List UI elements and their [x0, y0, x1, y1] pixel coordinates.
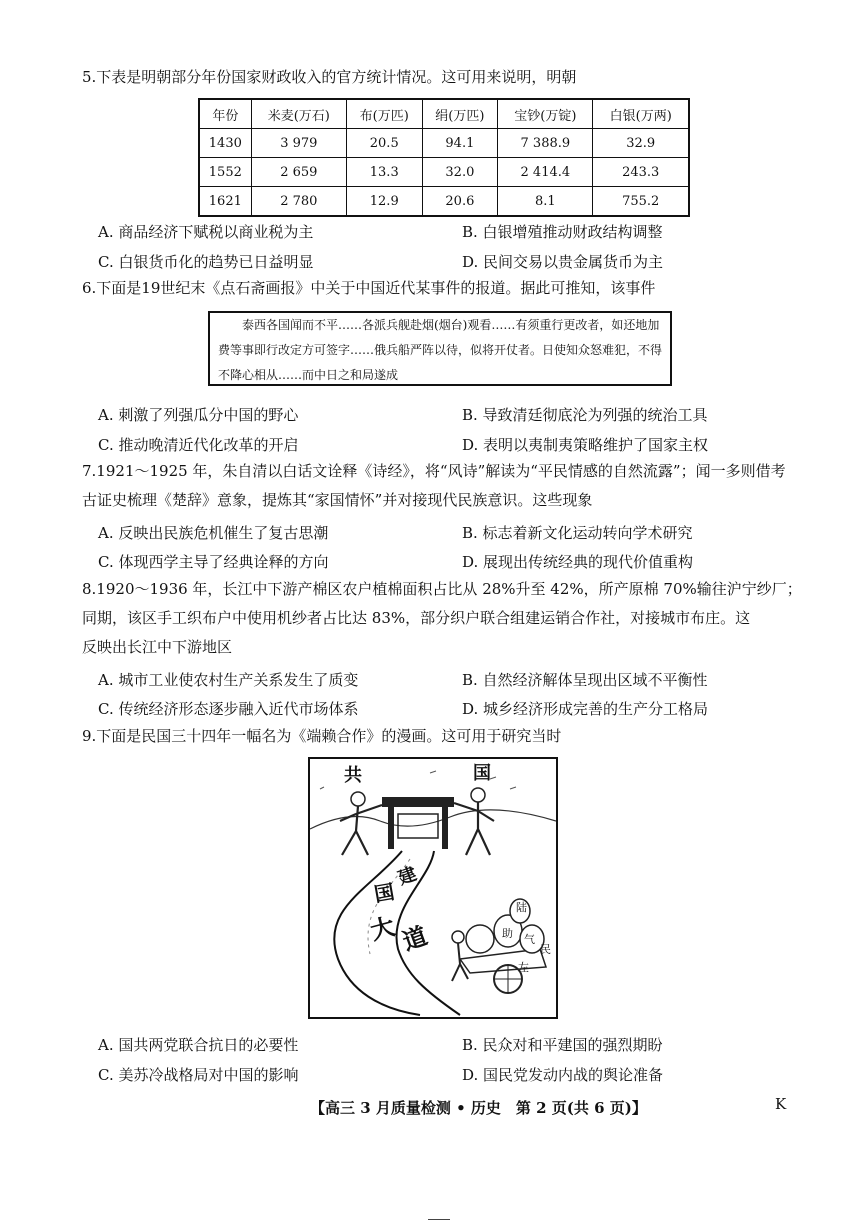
q8-option-d[interactable]: D. 城乡经济形成完善的生产分工格局 [462, 700, 709, 718]
table-cell: 8.1 [498, 187, 593, 217]
table-cell: 32.9 [593, 129, 689, 158]
table-cell: 243.3 [593, 158, 689, 187]
table-cell: 2 659 [251, 158, 346, 187]
road-char-3: 道 [398, 920, 431, 957]
q5-option-b[interactable]: B. 白银增殖推动财政结构调整 [462, 223, 663, 241]
table-cell: 20.6 [422, 187, 498, 217]
q9-option-b[interactable]: B. 民众对和平建国的强烈期盼 [462, 1036, 663, 1054]
sack-char-5: 左 [518, 961, 529, 974]
q6-stem: 6.下面是19世纪末《点石斋画报》中关于中国近代某事件的报道。据此可推知，该事件 [82, 279, 656, 297]
q8-stem-line1: 8.1920～1936 年，长江中下游产棉区农户植棉面积占比从 28%升至 42%，所产原棉 70%输往沪宁纱厂； [82, 580, 802, 598]
q9-option-c[interactable]: C. 美苏冷战格局对中国的影响 [98, 1066, 299, 1084]
bottom-divider [428, 1219, 450, 1220]
cartoon-drawing [310, 759, 556, 1017]
q8-stem-line3: 反映出长江中下游地区 [82, 638, 233, 656]
q5-option-a[interactable]: A. 商品经济下赋税以商业税为主 [98, 223, 314, 241]
table-row [199, 158, 689, 187]
q9-option-a[interactable]: A. 国共两党联合抗日的必要性 [98, 1036, 299, 1054]
q8-stem-line2: 同期，该区手工织布户中使用机纱者占比达 83%，部分织户联合组建运销合作社，对接城市布庄。这 [82, 609, 751, 627]
q9-stem: 9.下面是民国三十四年一幅名为《端赖合作》的漫画。这可用于研究当时 [82, 727, 562, 745]
q5-table [198, 98, 690, 217]
table-row [199, 187, 689, 217]
table-header-cell: 年份 [199, 99, 251, 129]
table-row [199, 129, 689, 158]
table-header-row [199, 99, 689, 129]
q7-option-a[interactable]: A. 反映出民族危机催生了复古思潮 [98, 524, 329, 542]
sack-char-2: 气 [524, 933, 535, 946]
q6-quote-box: 泰西各国闻而不平……各派兵舰赴烟(烟台)观看……有须重行更改者，如还地加费等事即行改定方可签字……俄兵船严阵以待，似将开仗者。日使知众怒难犯，不得不降心相从……而中日之和局遂成 [208, 311, 672, 386]
table-cell: 2 414.4 [498, 158, 593, 187]
q9-option-d[interactable]: D. 国民党发动内战的舆论准备 [462, 1066, 664, 1084]
q7-option-d[interactable]: D. 展现出传统经典的现代价值重构 [462, 553, 694, 571]
table-cell: 1621 [199, 187, 251, 217]
q7-stem-line2: 古证史梳理《楚辞》意象，提炼其“家国情怀”并对接现代民族意识。这些现象 [82, 491, 593, 509]
table-cell: 13.3 [346, 158, 422, 187]
road-char-4: 建 [395, 863, 420, 890]
cartoon-label-left: 共 [344, 765, 362, 786]
q6-option-c[interactable]: C. 推动晚清近代化改革的开启 [98, 436, 299, 454]
road-char-1: 大 [367, 911, 398, 946]
table-cell: 94.1 [422, 129, 498, 158]
road-char-2: 国 [372, 879, 397, 907]
sack-char-1: 陆 [516, 901, 527, 914]
cartoon-label-right: 国 [473, 763, 491, 784]
q6-option-a[interactable]: A. 刺激了列强瓜分中国的野心 [98, 406, 299, 424]
sack-char-4: 助 [502, 927, 513, 940]
table-cell: 2 780 [251, 187, 346, 217]
table-cell: 1430 [199, 129, 251, 158]
table-cell: 32.0 [422, 158, 498, 187]
q8-option-a[interactable]: A. 城市工业使农村生产关系发生了质变 [98, 671, 359, 689]
table-header-cell: 宝钞(万锭) [498, 99, 593, 129]
table-cell: 7 388.9 [498, 129, 593, 158]
q5-stem: 5.下表是明朝部分年份国家财政收入的官方统计情况。这可用来说明，明朝 [82, 68, 577, 86]
table-cell: 20.5 [346, 129, 422, 158]
sack-char-3: 民 [540, 943, 551, 956]
table-header-cell: 米麦(万石) [251, 99, 346, 129]
table-header-cell: 白银(万两) [593, 99, 689, 129]
q5-option-c[interactable]: C. 白银货币化的趋势已日益明显 [98, 253, 314, 271]
page-footer: 【高三 3 月质量检测 • 历史 第 2 页(共 6 页)】 [310, 1099, 647, 1117]
table-cell: 12.9 [346, 187, 422, 217]
q7-stem-line1: 7.1921～1925 年，朱自清以白话文诠释《诗经》，将“风诗”解读为“平民情感的自然流露”；闻一多则借考 [82, 462, 786, 480]
footer-code: K [775, 1095, 787, 1113]
table-header-cell: 布(万匹) [346, 99, 422, 129]
table-cell: 1552 [199, 158, 251, 187]
q6-option-b[interactable]: B. 导致清廷彻底沦为列强的统治工具 [462, 406, 708, 424]
q8-option-b[interactable]: B. 自然经济解体呈现出区域不平衡性 [462, 671, 708, 689]
cartoon-image [308, 757, 558, 1019]
q6-option-d[interactable]: D. 表明以夷制夷策略维护了国家主权 [462, 436, 709, 454]
q7-option-b[interactable]: B. 标志着新文化运动转向学术研究 [462, 524, 693, 542]
q7-option-c[interactable]: C. 体现西学主导了经典诠释的方向 [98, 553, 329, 571]
q8-option-c[interactable]: C. 传统经济形态逐步融入近代市场体系 [98, 700, 359, 718]
table-header-cell: 绢(万匹) [422, 99, 498, 129]
table-cell: 755.2 [593, 187, 689, 217]
table-cell: 3 979 [251, 129, 346, 158]
q5-option-d[interactable]: D. 民间交易以贵金属货币为主 [462, 253, 664, 271]
